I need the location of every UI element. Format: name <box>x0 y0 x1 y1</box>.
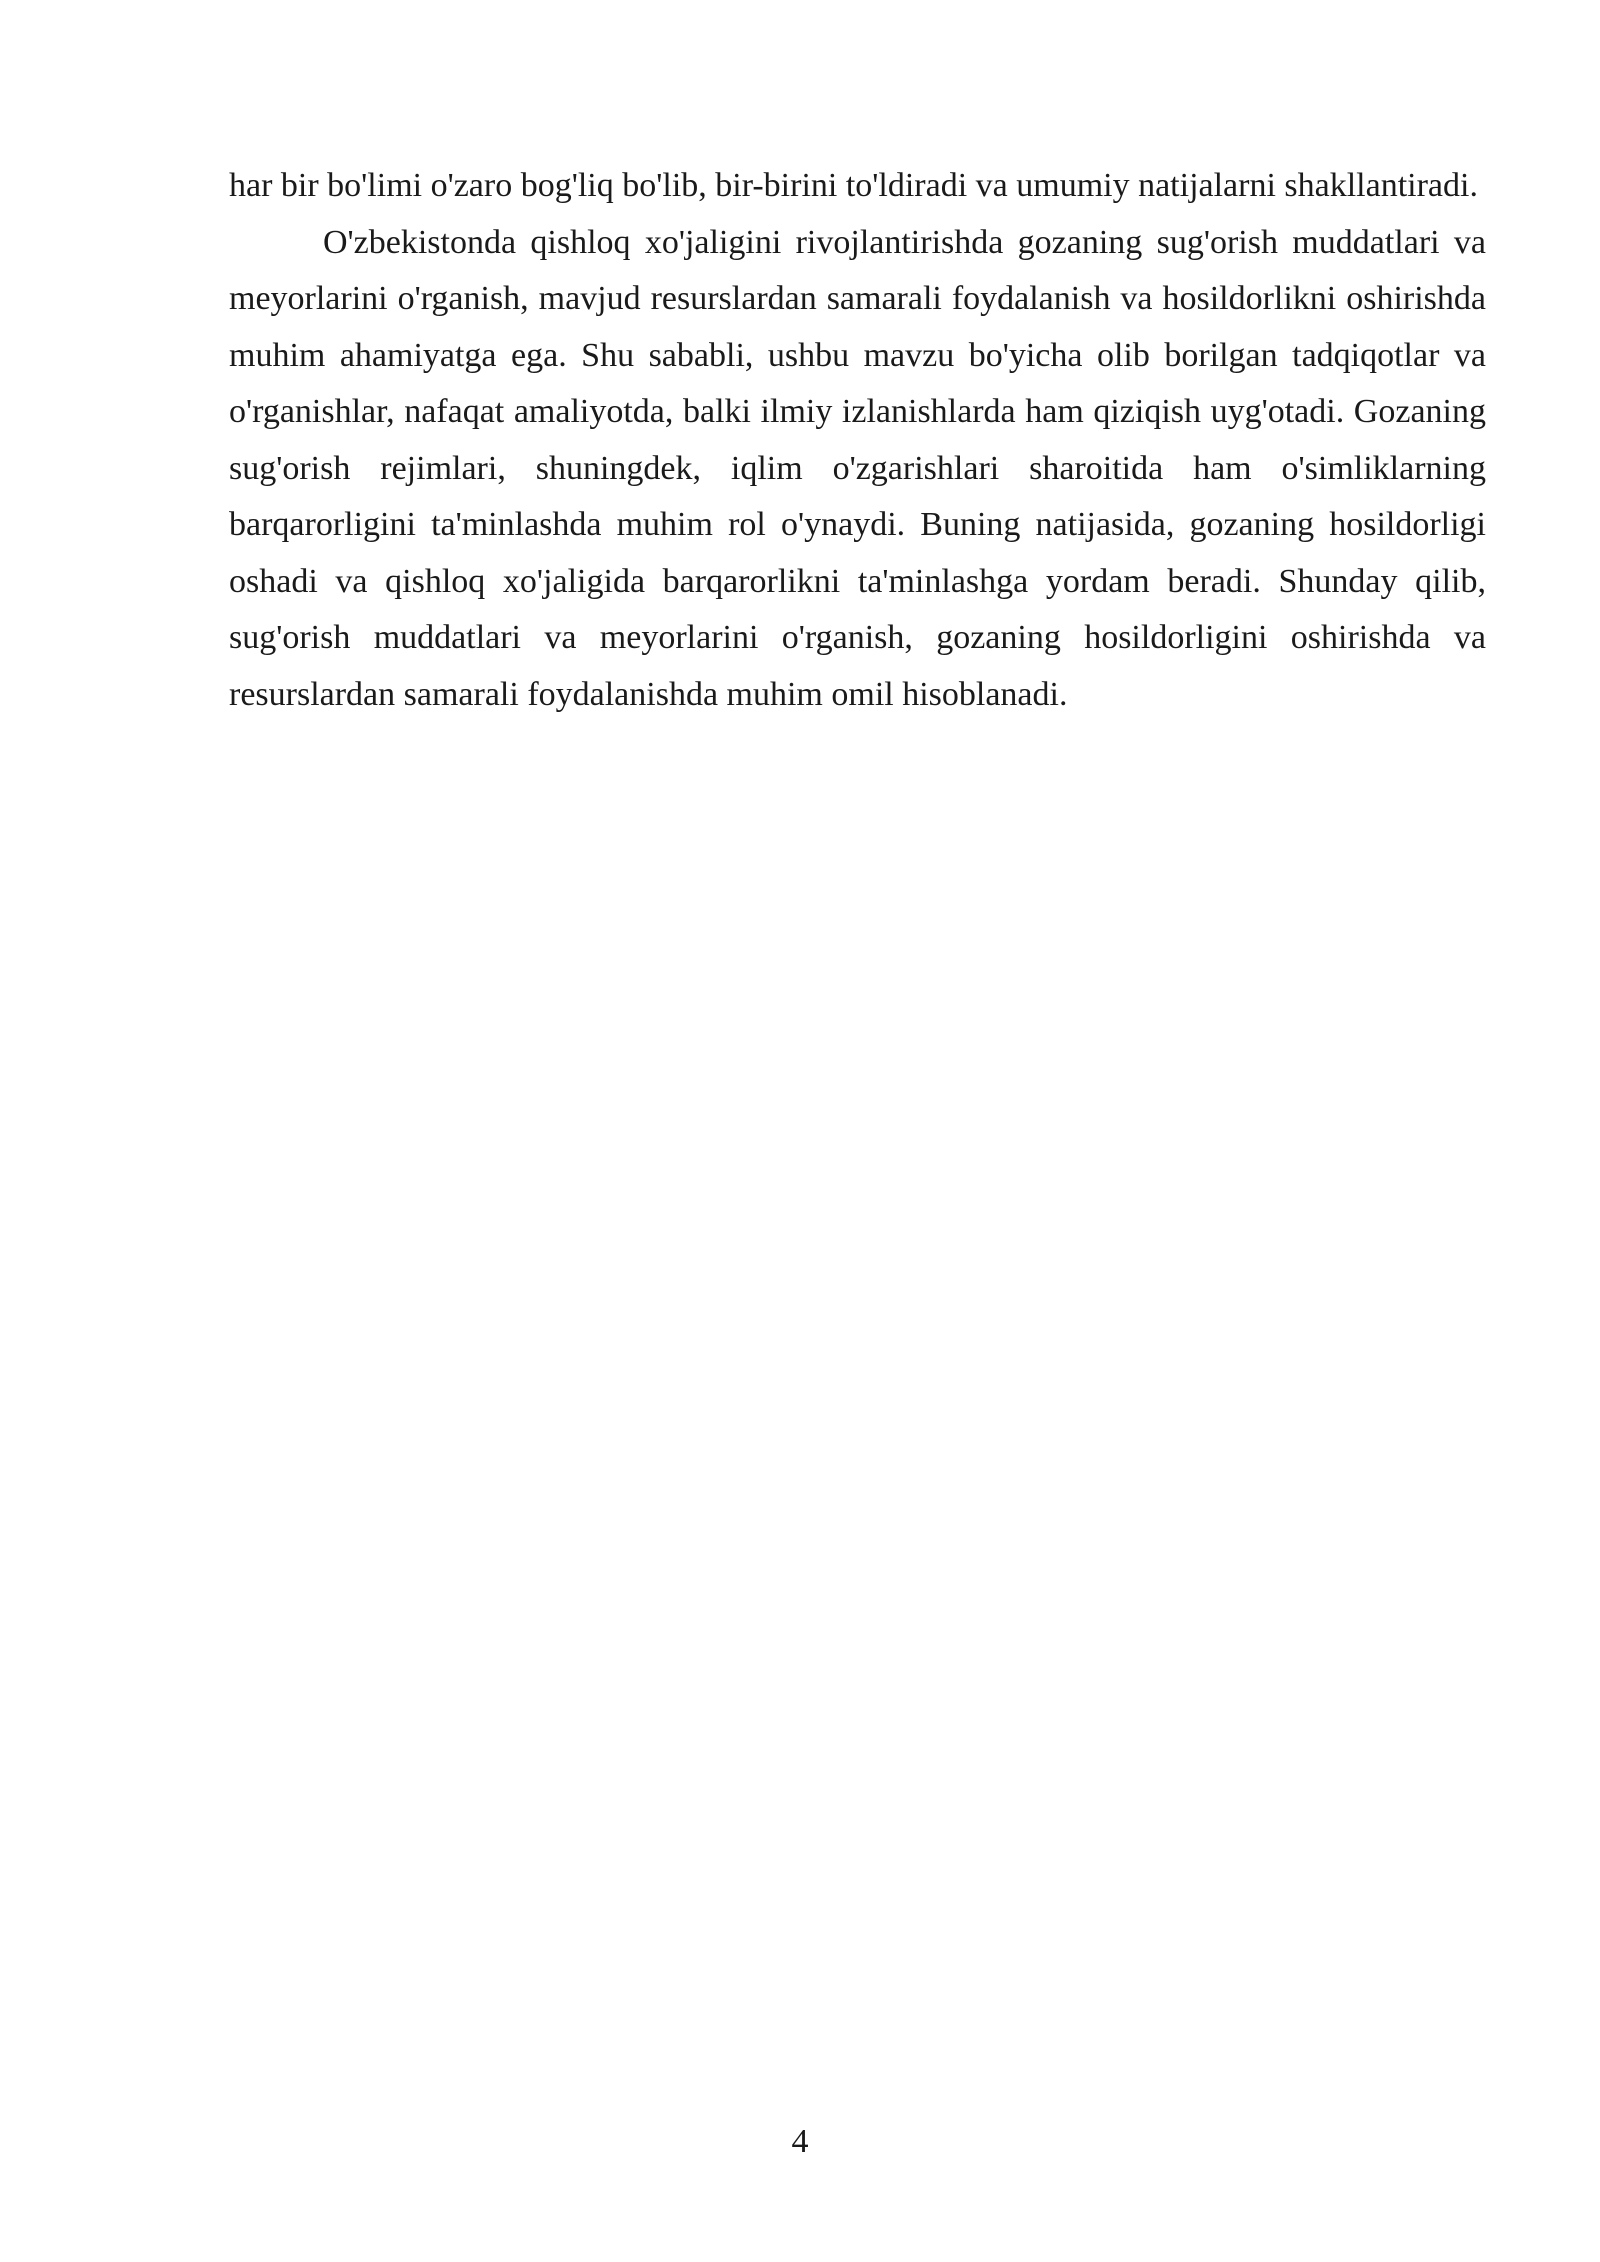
page-number: 4 <box>791 2123 809 2160</box>
paragraph-main: O'zbekistonda qishloq xo'jaligini rivojlantirishda gozaning sug'orish muddatlari va meyorlarini o'rganish, mavjud resurslardan samarali foydalanish va hosildorlikni oshirishda muhim ahamiyatga ega. Shu sababli, ushbu mavzu bo'yicha olib borilgan tadqiqotlar va o'rganishlar, nafaqat amaliyotda, balki ilmiy izlanishlarda ham qiziqish uyg'otadi. Gozaning sug'orish rejimlari, shuningdek, iqlim o'zgarishlari sharoitida ham o'simliklarning barqarorligini ta'minlashda muhim rol o'ynaydi. Buning natijasida, gozaning hosildorligi oshadi va qishloq xo'jaligida barqarorlikni ta'minlashga yordam beradi. Shunday qilib, sug'orish muddatlari va meyorlarini o'rganish, gozaning hosildorligini oshirishda va resurslardan samarali foydalanishda muhim omil hisoblanadi. <box>229 223 1486 713</box>
body-text <box>229 158 1486 723</box>
paragraph-continuation: har bir bo'limi o'zaro bog'liq bo'lib, bir-birini to'ldiradi va umumiy natijalarni shakllantiradi. <box>229 167 1478 204</box>
